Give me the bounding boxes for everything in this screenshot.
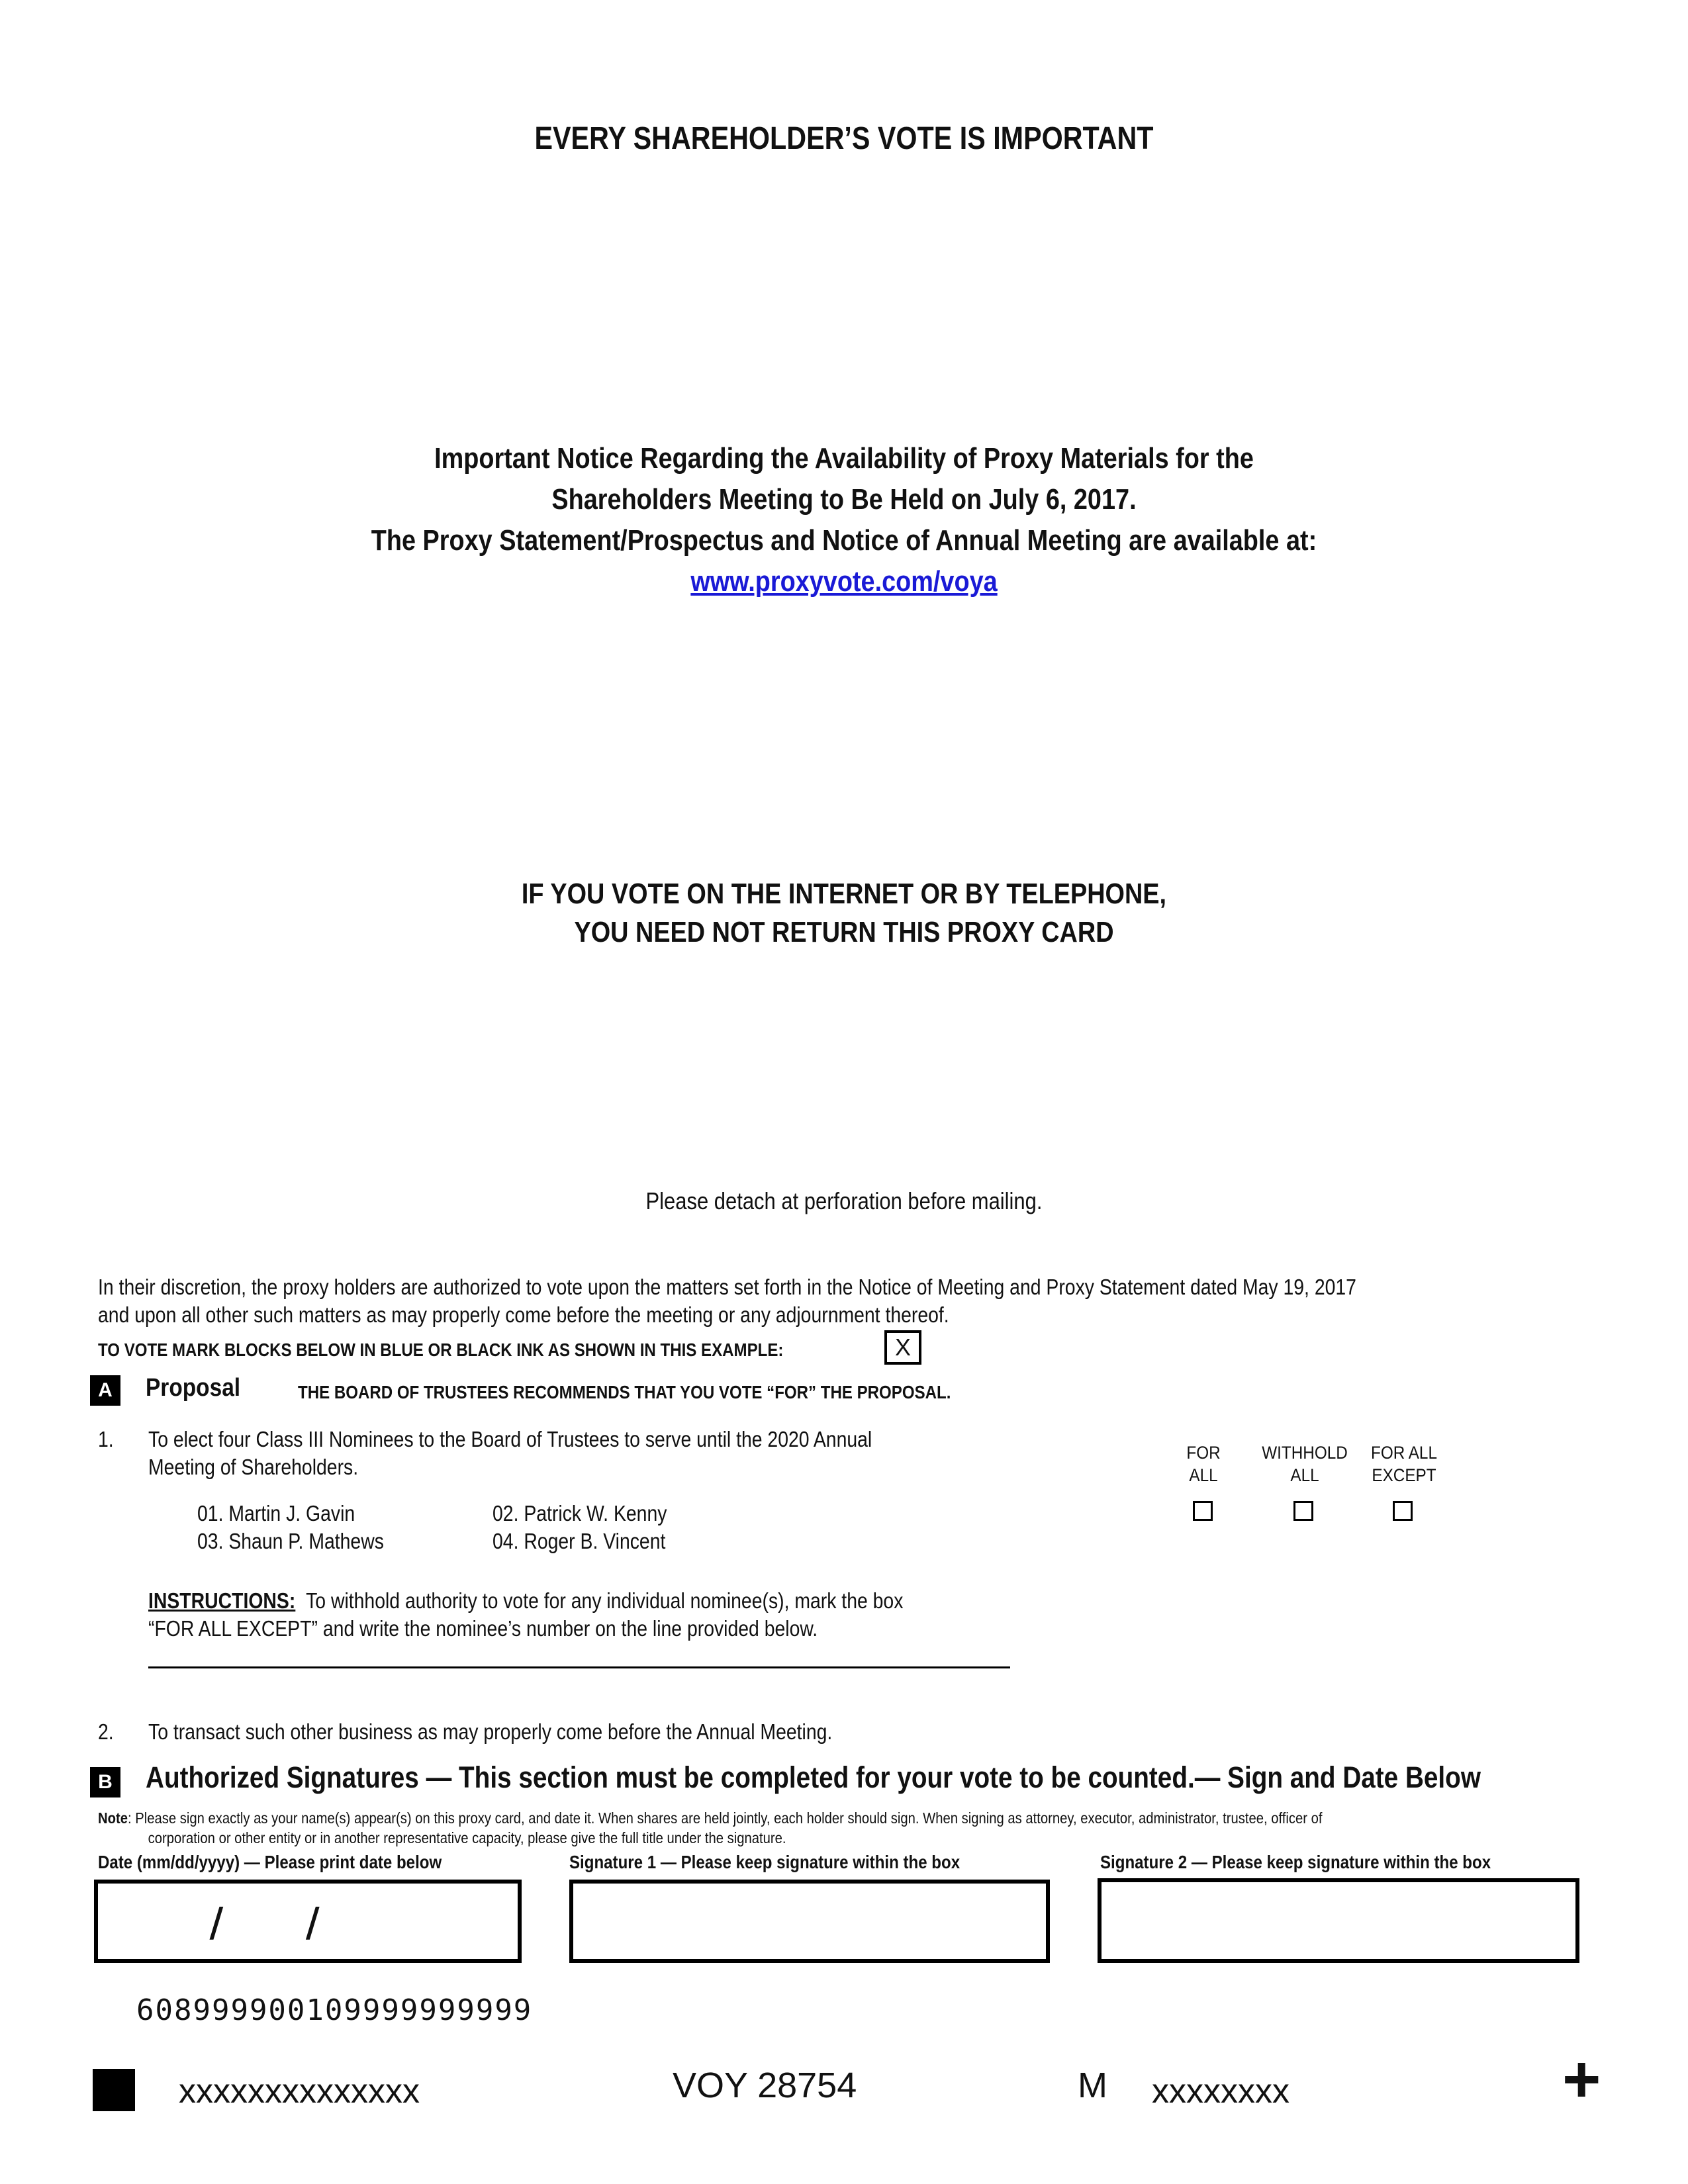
for-all-checkbox[interactable] (1193, 1501, 1213, 1521)
instructions-label: INSTRUCTIONS: (148, 1588, 296, 1613)
account-number: xxxxxxxxxxxxxx (179, 2072, 420, 2111)
section-a-badge: A (90, 1375, 120, 1406)
for-all-except-label (1366, 1441, 1443, 1486)
signature-2-label: Signature 2 — Please keep signature within the box (1100, 1852, 1491, 1872)
discretion-text (98, 1273, 1578, 1329)
plus-mark: + (1562, 2042, 1601, 2116)
control-number: xxxxxxxx (1152, 2072, 1289, 2111)
nominee-exception-line[interactable] (148, 1666, 1010, 1668)
page-title: EVERY SHAREHOLDER’S VOTE IS IMPORTANT (534, 121, 1154, 156)
form-code: VOY 28754 (673, 2066, 857, 2105)
for-all-except-label-line-1: FOR ALL (1371, 1443, 1437, 1463)
note-line-1: : Please sign exactly as your name(s) appear(s) on this proxy card, and date it. When shares are held jointly, each holder should sign. When signing as attorney, executor, administrator, trustee, officer of (127, 1809, 1323, 1827)
signature-1-label: Signature 1 — Please keep signature within the box (569, 1852, 961, 1872)
signature-1-box[interactable] (569, 1880, 1050, 1963)
discretion-line-2: and upon all other such matters as may properly come before the meeting or any adjournment thereof. (98, 1302, 949, 1327)
notice-line-2: Shareholders Meeting to Be Held on July 6, 2017. (551, 483, 1137, 516)
nominee-2: 02. Patrick W. Kenny (492, 1501, 667, 1525)
signature-2-box[interactable] (1098, 1878, 1579, 1963)
proposal-2-text: To transact such other business as may properly come before the Annual Meeting. (148, 1719, 833, 1744)
section-b-title: Authorized Signatures — This section must be completed for your vote to be counted.— Sign and Date Below (146, 1760, 1481, 1794)
proposal-1-line-1: To elect four Class III Nominees to the Board of Trustees to serve until the 2020 Annual (148, 1427, 872, 1451)
for-all-label-line-1: FOR (1186, 1443, 1221, 1463)
date-separators: / / (209, 1899, 320, 1949)
instructions-line-2: “FOR ALL EXCEPT” and write the nominee’s number on the line provided below. (148, 1616, 818, 1641)
detach-instruction: Please detach at perforation before mailing. (645, 1187, 1043, 1214)
internet-notice (118, 875, 1570, 952)
for-all-except-checkbox[interactable] (1393, 1501, 1413, 1521)
m-indicator: M (1078, 2066, 1107, 2105)
for-all-except-label-line-2: EXCEPT (1372, 1465, 1436, 1485)
for-all-label (1174, 1441, 1233, 1486)
for-all-label-line-2: ALL (1189, 1465, 1218, 1485)
barcode-number: 608999900109999999999 (136, 1993, 533, 2027)
date-field-label: Date (mm/dd/yyyy) — Please print date below (98, 1852, 442, 1872)
withhold-all-checkbox[interactable] (1293, 1501, 1313, 1521)
notice-line-3: The Proxy Statement/Prospectus and Notice of Annual Meeting are available at: (371, 524, 1317, 557)
proxyvote-link[interactable]: www.proxyvote.com/voya (690, 565, 998, 598)
proposal-2-number: 2. (98, 1719, 114, 1744)
section-a-title: Proposal (146, 1374, 241, 1402)
withhold-all-label-line-1: WITHHOLD (1262, 1443, 1348, 1463)
instructions-line-1: To withhold authority to vote for any individual nominee(s), mark the box (306, 1588, 904, 1613)
section-b-badge: B (90, 1767, 120, 1797)
proposal-1-number: 1. (98, 1427, 114, 1451)
nominee-4: 04. Roger B. Vincent (492, 1529, 666, 1553)
notice-block (118, 438, 1570, 602)
nominee-1: 01. Martin J. Gavin (197, 1501, 355, 1525)
example-mark-box: X (884, 1330, 921, 1365)
instructions-text (148, 1587, 1145, 1643)
signature-note (98, 1808, 1613, 1848)
date-input-box[interactable] (94, 1880, 522, 1963)
proposal-1-text (148, 1426, 1116, 1481)
board-recommendation: THE BOARD OF TRUSTEES RECOMMENDS THAT YOU VOTE “FOR” THE PROPOSAL. (298, 1382, 951, 1402)
note-line-2: corporation or other entity or in another representative capacity, please give the full title under the signature. (148, 1829, 786, 1846)
discretion-line-1: In their discretion, the proxy holders are authorized to vote upon the matters set forth in the Notice of Meeting and Proxy Statement dated May 19, 2017 (98, 1275, 1356, 1299)
nominee-3: 03. Shaun P. Mathews (197, 1529, 384, 1553)
note-label: Note (98, 1809, 128, 1827)
vote-example-text: TO VOTE MARK BLOCKS BELOW IN BLUE OR BLACK INK AS SHOWN IN THIS EXAMPLE: (98, 1340, 784, 1360)
internet-notice-line-1: IF YOU VOTE ON THE INTERNET OR BY TELEPHONE, (521, 878, 1167, 910)
withhold-all-label-line-2: ALL (1290, 1465, 1319, 1485)
internet-notice-line-2: YOU NEED NOT RETURN THIS PROXY CARD (574, 916, 1114, 948)
registration-mark (93, 2069, 135, 2111)
proposal-1-line-2: Meeting of Shareholders. (148, 1455, 359, 1479)
notice-line-1: Important Notice Regarding the Availability of Proxy Materials for the (434, 442, 1254, 475)
withhold-all-label (1260, 1441, 1350, 1486)
